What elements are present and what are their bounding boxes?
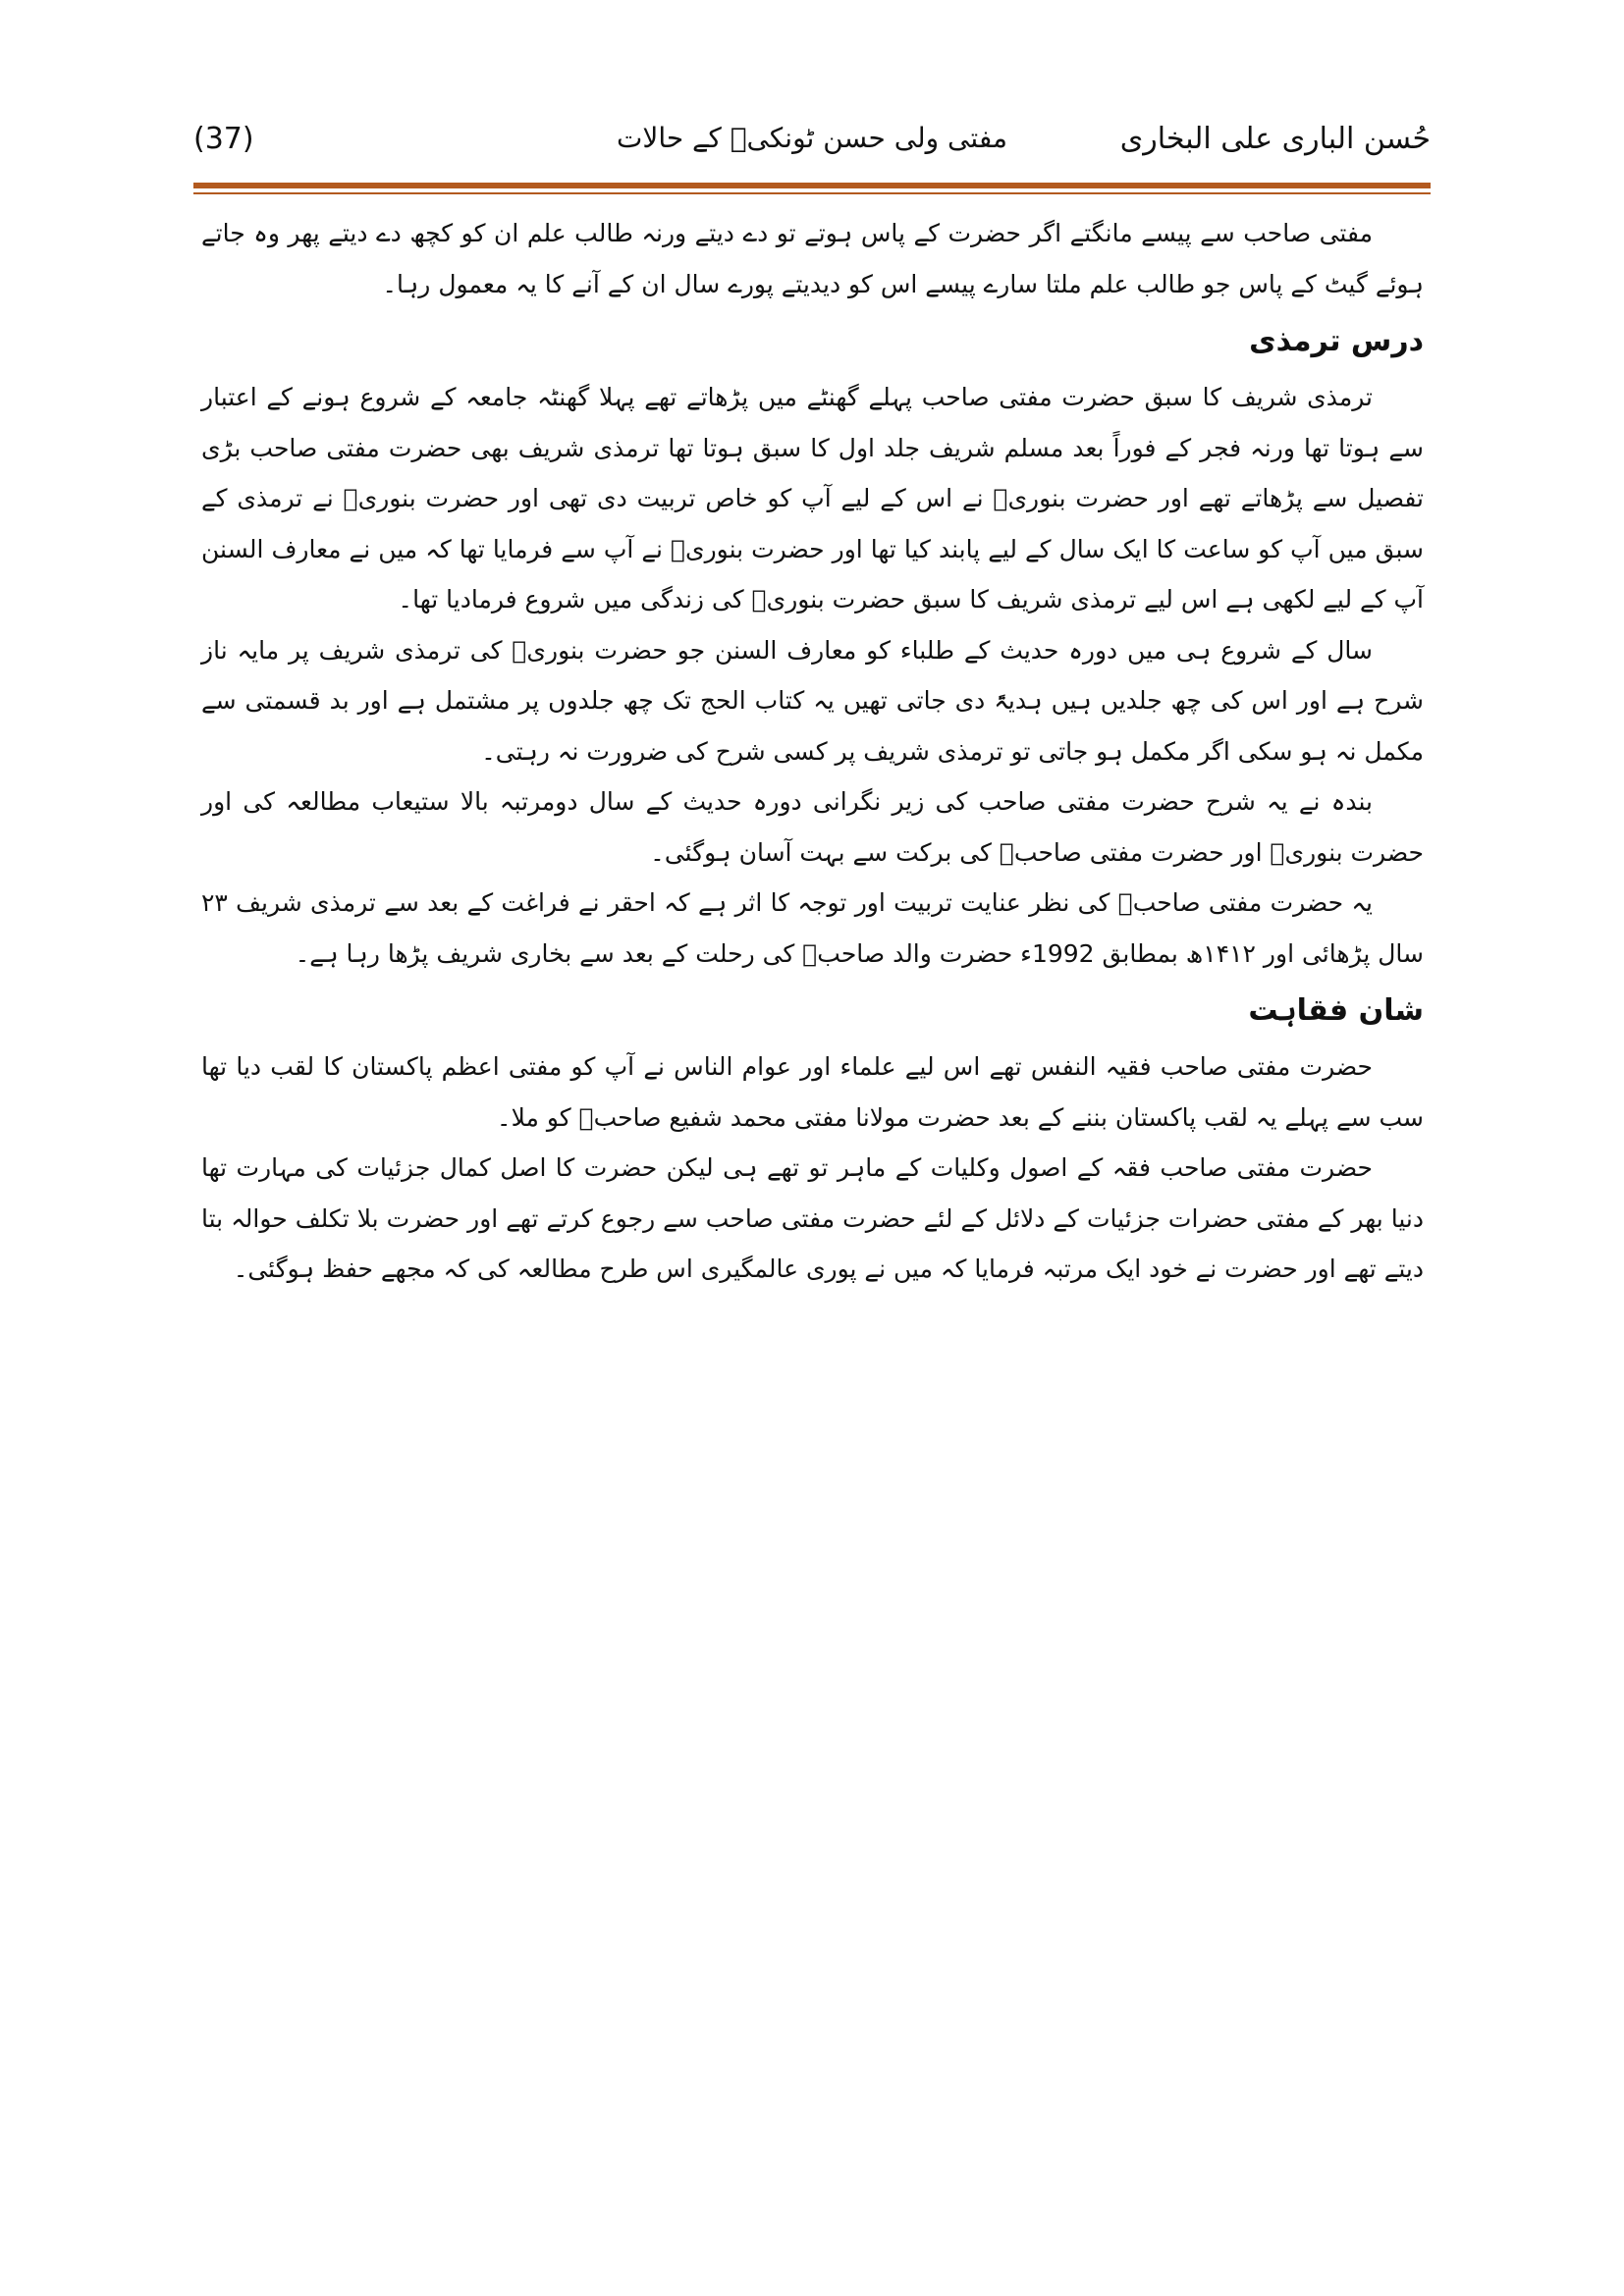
page-header: [193, 116, 1431, 175]
paragraph-1: مفتی صاحب سے پیسے مانگتے اگر حضرت کے پاس ہوتے تو دے دیتے ورنہ طالب علم ان کو کچھ دے دیتے پھر وہ جاتے ہوئے گیٹ کے پاس جو طالب علم ملتا سارے پیسے اس کو دیدیتے پورے سال ان کے آنے کا یہ معمول رہا۔: [201, 219, 1424, 298]
paragraph-2: ترمذی شریف کا سبق حضرت مفتی صاحب پہلے گھنٹے میں پڑھاتے تھے پہلا گھنٹہ جامعہ کے شروع ہونے کے اعتبار سے ہوتا تھا ورنہ فجر کے فوراً بعد مسلم شریف جلد اول کا سبق ہوتا تھا ترمذی شریف بھی حضرت مفتی صاحب بڑی تفصیل سے پڑھاتے تھے اور حضرت بنوریؒ نے اس کے لیے آپ کو خاص تربیت دی تھی اور حضرت بنوریؒ نے ترمذی کے سبق میں آپ کو ساعت کا ایک سال کے لیے پابند کیا تھا اور حضرت بنوریؒ نے آپ سے فرمایا تھا کہ میں نے معارف السنن آپ کے لیے لکھی ہے اس لیے ترمذی شریف کا سبق حضرت بنوریؒ کی زندگی میں شروع فرمادیا تھا۔: [201, 383, 1424, 614]
header-rule-thick: [193, 183, 1431, 188]
header-rule-thin: [193, 192, 1431, 194]
chapter-title: مفتی ولی حسن ٹونکیؒ کے حالات: [616, 122, 1007, 154]
paragraph-5: یہ حضرت مفتی صاحبؒ کی نظر عنایت تربیت اور توجہ کا اثر ہے کہ احقر نے فراغت کے بعد سے ترمذی شریف ۲۳ سال پڑھائی اور ۱۴۱۲ھ بمطابق 1992ء حضرت والد صاحبؒ کی رحلت کے بعد سے بخاری شریف پڑھا رہا ہے۔: [201, 888, 1424, 968]
body-text: [201, 208, 1424, 1295]
paragraph-4: بندہ نے یہ شرح حضرت مفتی صاحب کی زیر نگرانی دورہ حدیث کے سال دومرتبہ بالا ستیعاب مطالعہ کی اور حضرت بنوریؒ اور حضرت مفتی صاحبؒ کی برکت سے بہت آسان ہوگئی۔: [201, 787, 1424, 867]
paragraph-6: حضرت مفتی صاحب فقیہ النفس تھے اس لیے علماء اور عوام الناس نے آپ کو مفتی اعظم پاکستان کا لقب دیا تھا سب سے پہلے یہ لقب پاکستان بننے کے بعد حضرت مولانا مفتی محمد شفیع صاحبؒ کو ملا۔: [201, 1052, 1424, 1132]
paragraph-3: سال کے شروع ہی میں دورہ حدیث کے طلباء کو معارف السنن جو حضرت بنوریؒ کی ترمذی شریف پر مایہ ناز شرح ہے اور اس کی چھ جلدیں ہیں ہدیۃً دی جاتی تھیں یہ کتاب الحج تک چھ جلدوں پر مشتمل ہے اور بد قسمتی سے مکمل نہ ہو سکی اگر مکمل ہو جاتی تو ترمذی شریف پر کسی شرح کی ضرورت نہ رہتی۔: [201, 635, 1424, 766]
page-number: (37): [193, 122, 254, 156]
paragraph-7: حضرت مفتی صاحب فقہ کے اصول وکلیات کے ماہر تو تھے ہی لیکن حضرت کا اصل کمال جزئیات کی مہارت تھا دنیا بھر کے مفتی حضرات جزئیات کے دلائل کے لئے حضرت مفتی صاحب سے رجوع کرتے تھے اور حضرت بلا تکلف حوالہ بتا دیتے تھے اور حضرت نے خود ایک مرتبہ فرمایا کہ میں نے پوری عالمگیری اس طرح مطالعہ کی کہ مجھے حفظ ہوگئی۔: [201, 1153, 1424, 1283]
book-title: حُسن الباری علی البخاری: [1119, 122, 1431, 156]
section-heading-dars-tirmidhi: درس ترمذی: [1249, 324, 1424, 358]
section-heading-shan-fiqahat: شان فقاہت: [1248, 993, 1424, 1028]
